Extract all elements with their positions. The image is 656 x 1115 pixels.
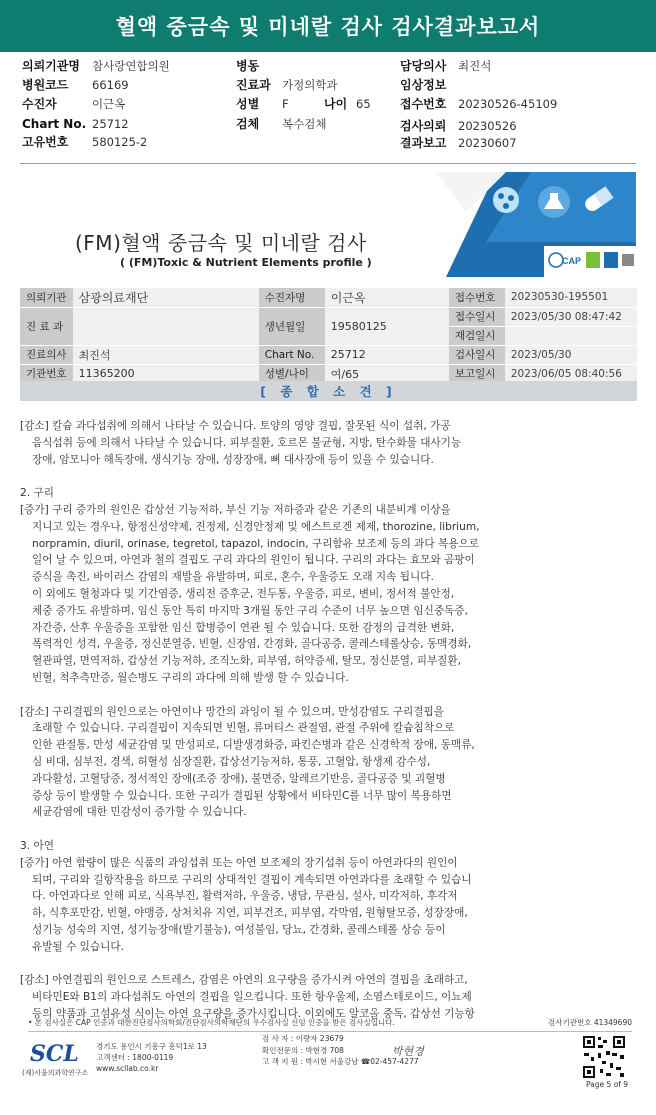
report-row: 결과보고 20230607 xyxy=(400,135,517,150)
receipt-row: 접수번호 20230526-45109 xyxy=(400,96,558,111)
meta-table xyxy=(20,288,637,384)
meta-row: 진료의사 최진석 Chart No. 25712 검사일시 2023/05/30 xyxy=(20,345,637,364)
flask-icon xyxy=(538,186,570,218)
doctor-row: 담당의사 최진석 xyxy=(400,58,492,73)
page-number: Page 5 of 9 xyxy=(586,1080,629,1089)
meta-row: 진 료 과 생년월일 19580125 접수일시 2023/05/30 08:47:42 xyxy=(20,307,637,326)
uid-row: 고유번호 580125-2 xyxy=(22,134,148,149)
report-header xyxy=(0,0,656,52)
dept-row: 진료과 가정의학과 xyxy=(236,77,338,92)
confirming-physician: 확인전문의 : 박현경 708 xyxy=(262,1045,344,1055)
copper-increase-para: [증가] 구리 증가의 원인은 갑상선 기능저하, 부신 기능 저하증과 같은 기존의 내분비계 이상을 지니고 있는 경우나, 항정신성약제, 진정제, 신경안정제 및 에스트로겐 제제, thorozine, librium, norpramin, diuril, orinase, tegretol, tapazol, indocin, 구리함유 보조제 등의 과다 복용으로 일어 날 수 있으며, 아연과 철의 결핍도 구리 과다의 원인이 됩니다. 구리의 과다는 효모와 곰팡이 증식을 촉진, 바이러스 감염의 재발을 유발하며, 피로, 혼수, 우울증도 오래 지속 됩니다. 이 외에도 혈청과다 및 기간염증, 생리전 증후군, 전두통, 우울증, 피로, 변비, 정서적 불안정, 체중 증가도 유발하며, 임신 동안 특히 마지막 3개월 동안 구리 수준이 너무 높으면 임신중독증, 자간증, 산후 우울증을 포함한 임신 합병증이 연관 될 수 있습니다. 또한 감정의 급격한 변화, 폭력적인 성격, 우울증, 정신분열증, 빈혈, 신장염, 간경화, 골다공증, 콜레스테롤상승, 동맥경화, 혈관파열, 면역저하, 갑상선 기능저하, 조직노화, 피부염, 허약증세, 탈모, 정신분열, 피부질환, 빈혈, 척추측만증, 월슨병도 구리의 과다에 의해 발생 할 수 있습니다. xyxy=(20,503,480,684)
scl-logo: SCL xyxy=(30,1041,79,1067)
test-banner xyxy=(20,172,636,277)
lab-website: www.scllab.co.kr xyxy=(96,1064,159,1073)
zinc-decrease-para: [감소] 아연결핍의 원인으로 스트레스, 감염은 아연의 요구량을 증가시켜 아연의 결핍을 초래하고, 비타민E와 B1의 과다섭취도 아연의 결핍을 일으킵니다. 또한 항우울제, 소염스테로이드, 이뇨제 등의 약품과 고섬유성 식이는 아연 요구량을 증가시킵니다. 이외에도 알코올 중독, 갑상선 기능항 xyxy=(20,974,475,1020)
sex-row: 성별 F 나이 65 xyxy=(236,96,371,111)
copper-heading: 2. 구리 xyxy=(20,487,54,500)
report-footer xyxy=(0,1013,656,1115)
copper-decrease-para: [감소] 구리결핍의 원인으로는 아연이나 망간의 과잉이 될 수 있으며, 만성감염도 구리결핍을 초래할 수 있습니다. 구리결핍이 지속되면 빈혈, 류머티스 관절염, 관절 주위에 칼슘침착으로 인한 관절통, 만성 세균감염 및 만성피로, 디발생경화증, 파킨슨병과 같은 신경학적 장애, 동맥류, 심 비대, 심부전, 경색, 허혈성 심장질환, 갑상선기능저하, 통풍, 고혈압, 항생제 감수성, 과다활성, 고혈당증, 정서적인 장애(조증 장애), 불면증, 알레르기반응, 골다공증 및 괴혈병 증상 등이 발생할 수 있습니다. 또한 구리가 결핍된 상황에서 비타민C를 너무 많이 복용하면 세균감염에 대한 민감성이 증가할 수 있습니다. xyxy=(20,705,475,819)
request-row: 검사의뢰 20230526 xyxy=(400,118,517,133)
report-title: 혈액 중금속 및 미네랄 검사 검사결과보고서 xyxy=(115,15,541,39)
recipient-row: 수진자 이근옥 xyxy=(22,96,126,111)
physician-signature: 박현경 xyxy=(392,1045,424,1058)
lab-phone: 고객센터 : 1800-0119 xyxy=(96,1053,174,1062)
summary-body xyxy=(20,418,630,1023)
divider xyxy=(20,163,636,164)
lab-contact xyxy=(96,1041,207,1074)
hospcode-row: 병원코드 66169 xyxy=(22,77,129,92)
footer-notice-row xyxy=(28,1017,632,1032)
ordering-row: 의뢰기관명 참사랑연합의원 xyxy=(22,58,170,73)
meta-row: 의뢰기관 삼광의료재단 수진자명 이근옥 접수번호 20230530-195501 xyxy=(20,288,637,307)
meta-row: 재검일시 xyxy=(20,326,637,345)
clinical-row: 임상정보 xyxy=(400,78,447,92)
zinc-increase-para: [증가] 아연 함량이 많은 식품의 과잉섭취 또는 아연 보조제의 장기섭취 등이 아연과다의 원인이 되며, 구리와 길항작용을 하므로 구리의 상대적인 결핍이 계속되면 아연과다를 초래할 수 있습니 다. 아연과다로 인해 피로, 식욕부진, 활력저하, 우울증, 냉담, 무관심, 설사, 미각저하, 후각저 하, 식후포만감, 빈혈, 야맹증, 상처치유 지연, 피부건조, 피부염, 각막염, 원형탈모증, 성장장애, 성기능 성숙의 지연, 성기능장애(발기불능), 여성불임, 당뇨, 간경화, 콜레스테롤 상승 등이 유발될 수 있습니다. xyxy=(20,856,472,953)
ward-row: 병동 xyxy=(236,59,260,73)
banner-graphic xyxy=(436,172,636,277)
examiner: 검 사 자 : 이량자 23679 xyxy=(262,1034,344,1043)
form-number: 검사기관번호 41349690 xyxy=(547,1018,632,1027)
lab-name: (재)서울의과학연구소 xyxy=(22,1069,89,1077)
svg-text:CAP: CAP xyxy=(562,256,582,266)
molecule-icon xyxy=(493,187,519,213)
chart-row: Chart No. 25712 xyxy=(22,116,129,131)
qr-code-icon xyxy=(582,1035,626,1079)
specimen-row: 검체 복수검체 xyxy=(236,116,327,131)
customer-support: 고 객 지 원 : 박시현 서울강남 ☎02-457-4277 xyxy=(262,1057,419,1066)
accreditation-notice: • 본 검사실은 CAP 인증과 대한진단검사의학회/진단검사의학재단의 우수검사실 신임 인증을 받은 검사실입니다. xyxy=(28,1018,395,1027)
test-title: (FM)혈액 중금속 및 미네랄 검사 xyxy=(75,231,367,255)
meta-row: 기관번호 11365200 성별/나이 여/65 보고일시 2023/06/05 08:40:56 xyxy=(20,364,637,383)
test-subtitle: ( (FM)Toxic & Nutrient Elements profile ) xyxy=(120,256,372,269)
calcium-decrease-para: [감소] 칼슘 과다섭취에 의해서 나타날 수 있습니다. 토양의 영양 결핍, 잘못된 식이 섭취, 가공 음식섭취 등에 의해서 나타날 수 있습니다. 피부질환, 호르몬 불균형, 지방, 탄수화물 대사기능 장애, 암모니아 해독장애, 생식기능 장애, 성장장애, 뼈 대사장애 등이 있을 수 있습니다. xyxy=(20,420,462,466)
certification-logo xyxy=(586,252,634,268)
zinc-heading: 3. 아연 xyxy=(20,839,54,852)
lab-address: 경기도 용인시 기흥구 흥덕1로 13 xyxy=(96,1042,207,1051)
summary-heading: [ 종 합 소 견 ] xyxy=(20,381,637,401)
